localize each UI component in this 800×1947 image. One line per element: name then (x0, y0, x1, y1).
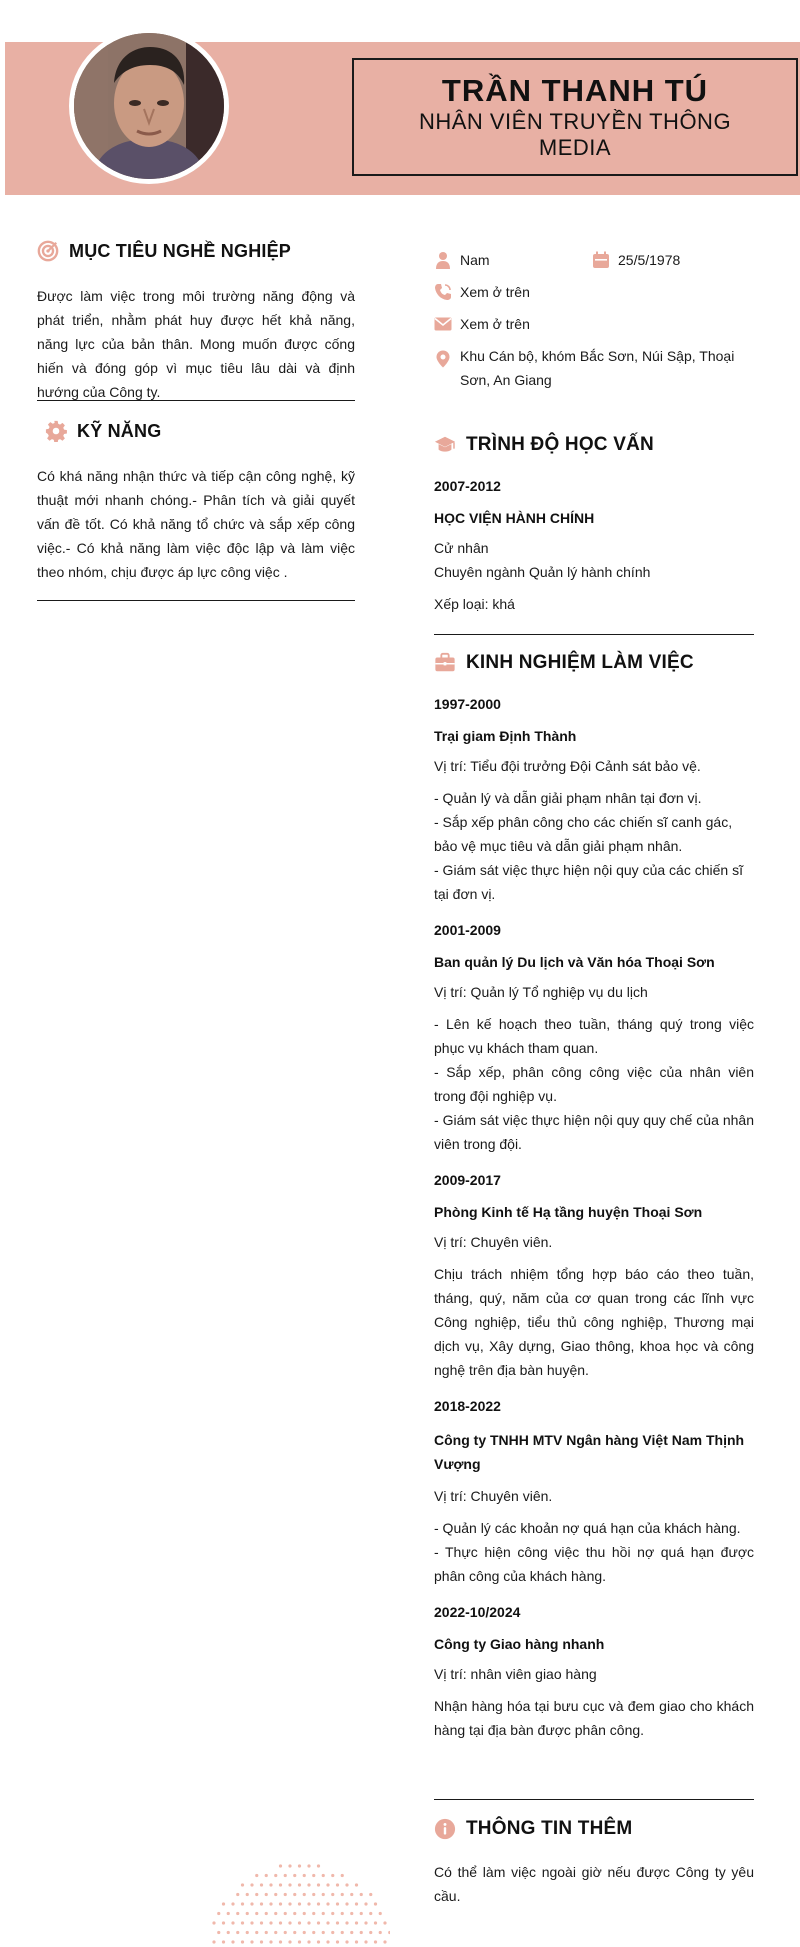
decorative-dot (284, 1893, 287, 1896)
decorative-dot (336, 1883, 339, 1886)
job-description: - Lên kế hoạch theo tuần, tháng quý trong việc phục vụ khách tham quan. - Sắp xếp, phân công công việc của nhân viên trong đội nghiệp vụ. - Giám sát việc thực hiện nội quy quy chế của nhân viên trong đội. (434, 1016, 754, 1152)
decorative-dot (298, 1864, 301, 1867)
decorative-dot (212, 1940, 215, 1943)
decorative-dot (212, 1921, 215, 1924)
decorative-dot (284, 1931, 287, 1934)
education-grade: Xếp loại: khá (434, 596, 515, 612)
decorative-dot (312, 1893, 315, 1896)
decorative-dot (369, 1912, 372, 1915)
decorative-dot (350, 1912, 353, 1915)
decorative-dot (222, 1921, 225, 1924)
decorative-dot (350, 1893, 353, 1896)
decorative-dot (326, 1921, 329, 1924)
decorative-dot (364, 1921, 367, 1924)
decorative-dot (217, 1931, 220, 1934)
decorative-dot (279, 1940, 282, 1943)
decorative-dot (288, 1940, 291, 1943)
job-company: Ban quản lý Du lịch và Văn hóa Thoại Sơn (434, 954, 715, 970)
decorative-dot (236, 1912, 239, 1915)
decorative-dot (326, 1883, 329, 1886)
decorative-dot (307, 1883, 310, 1886)
decorative-dot (274, 1931, 277, 1934)
decorative-dot (250, 1883, 253, 1886)
decorative-dot (265, 1893, 268, 1896)
skills-text: Có khá năng nhận thức và tiếp cận công nghệ, kỹ thuật mới nhanh chóng.- Phân tích và giải quyết vấn đề tốt. Có khả năng tổ chức và sắp xếp công việc.- Có khả năng làm việc độc lập và làm việc theo nhóm, chịu được áp lực công việc . (37, 468, 355, 580)
skills-header (37, 416, 355, 446)
decorative-dot (341, 1912, 344, 1915)
decorative-dot (303, 1874, 306, 1877)
decorative-dot (374, 1921, 377, 1924)
decorative-dot (341, 1931, 344, 1934)
job-position: Vị trí: nhân viên giao hàng (434, 1666, 597, 1682)
graduation-cap-icon (434, 434, 456, 456)
decorative-dot (303, 1912, 306, 1915)
decorative-dot (222, 1940, 225, 1943)
decorative-dot (217, 1912, 220, 1915)
decorative-dot (331, 1931, 334, 1934)
job-period: 2009-2017 (434, 1172, 501, 1188)
decorative-dot (383, 1940, 386, 1943)
job-description: Chịu trách nhiệm tổng hợp báo cáo theo tuần, tháng, quý, năm của cơ quan trong các lĩnh vực Công nghiệp, tiểu thủ công nghiệp, Thương mại dịch vụ, Xây dựng, Giao thông, khoa học và công nghệ trên địa bàn huyện. (434, 1266, 754, 1378)
decorative-dot (231, 1940, 234, 1943)
decorative-dot (307, 1940, 310, 1943)
job-period: 2018-2022 (434, 1398, 501, 1414)
skills-heading: KỸ NĂNG (77, 420, 162, 441)
decorative-dot (241, 1921, 244, 1924)
decorative-dot (269, 1902, 272, 1905)
decorative-dot (364, 1902, 367, 1905)
decorative-dot (307, 1902, 310, 1905)
decorative-dot (250, 1940, 253, 1943)
job-period: 2022-10/2024 (434, 1604, 521, 1620)
decorative-dot (388, 1931, 390, 1934)
email-value: Xem ở trên (460, 316, 530, 332)
decorative-dot (255, 1931, 258, 1934)
job-entry (434, 1602, 754, 1742)
decorative-dot (298, 1921, 301, 1924)
decorative-dot (241, 1902, 244, 1905)
decorative-dot (369, 1931, 372, 1934)
decorative-dot (383, 1921, 386, 1924)
decorative-dot (250, 1921, 253, 1924)
location-pin-icon (434, 350, 452, 368)
decorative-dot (355, 1921, 358, 1924)
decorative-dot (307, 1864, 310, 1867)
decorative-dot (269, 1921, 272, 1924)
skills-section (37, 416, 355, 584)
info-icon (434, 1818, 456, 1840)
decorative-dot (350, 1931, 353, 1934)
divider (434, 634, 754, 635)
birthday-row (592, 248, 680, 272)
decorative-dot (241, 1940, 244, 1943)
job-company: Công ty Giao hàng nhanh (434, 1636, 605, 1652)
decorative-dot (336, 1921, 339, 1924)
decorative-dot (279, 1883, 282, 1886)
decorative-dot (269, 1940, 272, 1943)
gender-value: Nam (460, 252, 490, 268)
decorative-dot (355, 1883, 358, 1886)
decorative-dot (331, 1893, 334, 1896)
decorative-dot (279, 1864, 282, 1867)
job-description: Nhận hàng hóa tại bưu cục và đem giao cho khách hàng tại địa bàn được phân công. (434, 1698, 754, 1738)
decorative-dot (293, 1931, 296, 1934)
decorative-dot (360, 1912, 363, 1915)
decorative-dot (336, 1940, 339, 1943)
decorative-dot (355, 1940, 358, 1943)
decorative-dot (255, 1874, 258, 1877)
education-degree: Cử nhân (434, 540, 489, 556)
decorative-dot (360, 1893, 363, 1896)
additional-text: Có thể làm việc ngoài giờ nếu được Công ty yêu cầu. (434, 1864, 754, 1904)
decorative-dot (260, 1940, 263, 1943)
decorative-dot (326, 1902, 329, 1905)
experience-section (434, 648, 754, 1742)
decorative-dot (274, 1874, 277, 1877)
decorative-dot (317, 1864, 320, 1867)
avatar (69, 28, 229, 184)
decorative-dot (284, 1874, 287, 1877)
job-entry (434, 694, 754, 906)
decorative-dot (312, 1931, 315, 1934)
decorative-dot (227, 1931, 230, 1934)
decorative-dot (322, 1893, 325, 1896)
phone-row (434, 280, 754, 304)
decorative-dot (331, 1912, 334, 1915)
decorative-dot (298, 1940, 301, 1943)
decorative-dot (246, 1912, 249, 1915)
divider (434, 1799, 754, 1800)
decorative-dot (260, 1902, 263, 1905)
education-heading: TRÌNH ĐỘ HỌC VẤN (466, 434, 654, 455)
address-row (434, 344, 754, 392)
additional-heading: THÔNG TIN THÊM (466, 1818, 633, 1839)
objective-section (37, 236, 355, 404)
decorative-dot (379, 1931, 382, 1934)
decorative-dot (236, 1931, 239, 1934)
job-entry (434, 1396, 754, 1588)
job-company: Phòng Kinh tế Hạ tầng huyện Thoại Sơn (434, 1204, 703, 1220)
decorative-dot (364, 1940, 367, 1943)
education-header (434, 430, 754, 460)
decorative-dot (345, 1921, 348, 1924)
decorative-dot (341, 1874, 344, 1877)
education-major: Chuyên ngành Quản lý hành chính (434, 564, 651, 580)
additional-header (434, 1814, 754, 1844)
objective-text: Được làm việc trong môi trường năng động và phát triển, nhằm phát huy được hết khả năng, năng lực của bản thân. Mong muốn được cống hiến và đóng góp vì mục tiêu lâu dài và định hướng của Công ty. (37, 288, 355, 400)
objective-heading: MỤC TIÊU NGHỀ NGHIỆP (69, 240, 292, 261)
decorative-dot (274, 1912, 277, 1915)
education-school: HỌC VIỆN HÀNH CHÍNH (434, 510, 595, 526)
decorative-dot-pattern (210, 1862, 390, 1947)
experience-header (434, 648, 754, 678)
address-value: Khu Cán bộ, khóm Bắc Sơn, Núi Sập, Thoại Sơn, An Giang (460, 348, 735, 388)
gender-row (434, 248, 592, 272)
decorative-dot (260, 1883, 263, 1886)
experience-heading: KINH NGHIỆM LÀM VIỆC (466, 652, 694, 673)
decorative-dot (265, 1874, 268, 1877)
decorative-dot (345, 1940, 348, 1943)
envelope-icon (434, 315, 452, 333)
job-company: Công ty TNHH MTV Ngân hàng Việt Nam Thịnh Vượng (434, 1432, 745, 1472)
decorative-dot (303, 1931, 306, 1934)
job-position: Vị trí: Chuyên viên. (434, 1234, 553, 1250)
decorative-dot (336, 1902, 339, 1905)
decorative-dot (269, 1883, 272, 1886)
decorative-dot (265, 1912, 268, 1915)
decorative-dot (231, 1921, 234, 1924)
decorative-dot (317, 1940, 320, 1943)
decorative-dot (307, 1921, 310, 1924)
decorative-dot (345, 1902, 348, 1905)
decorative-dot (317, 1883, 320, 1886)
decorative-dot (293, 1893, 296, 1896)
decorative-dot (312, 1912, 315, 1915)
decorative-dot (246, 1931, 249, 1934)
decorative-dot (246, 1893, 249, 1896)
additional-section (434, 1814, 754, 1908)
decorative-dot (360, 1931, 363, 1934)
decorative-dot (298, 1883, 301, 1886)
decorative-dot (326, 1940, 329, 1943)
decorative-dot (293, 1912, 296, 1915)
decorative-dot (298, 1902, 301, 1905)
decorative-dot (222, 1902, 225, 1905)
decorative-dot (227, 1912, 230, 1915)
decorative-dot (345, 1883, 348, 1886)
decorative-dot (374, 1902, 377, 1905)
decorative-dot (331, 1874, 334, 1877)
decorative-dot (288, 1864, 291, 1867)
decorative-dot (241, 1883, 244, 1886)
decorative-dot (250, 1902, 253, 1905)
objective-header (37, 236, 355, 266)
decorative-dot (312, 1874, 315, 1877)
job-entry (434, 1170, 754, 1382)
briefcase-icon (434, 652, 456, 674)
divider (37, 600, 355, 601)
decorative-dot (288, 1883, 291, 1886)
decorative-dot (322, 1931, 325, 1934)
decorative-dot (322, 1874, 325, 1877)
education-period: 2007-2012 (434, 478, 501, 494)
person-icon (434, 251, 452, 269)
decorative-dot (317, 1902, 320, 1905)
job-position: Vị trí: Quản lý Tổ nghiệp vụ du lịch (434, 984, 648, 1000)
job-description: - Quản lý các khoản nợ quá hạn của khách hàng. - Thực hiện công việc thu hồi nợ quá hạn được phân công của khách hàng. (434, 1520, 754, 1584)
phone-icon (434, 283, 452, 301)
decorative-dot (355, 1902, 358, 1905)
decorative-dot (303, 1893, 306, 1896)
birthday-value: 25/5/1978 (618, 252, 681, 268)
divider (37, 400, 355, 401)
decorative-dot (279, 1921, 282, 1924)
decorative-dot (274, 1893, 277, 1896)
job-period: 2001-2009 (434, 922, 501, 938)
decorative-dot (279, 1902, 282, 1905)
decorative-dot (260, 1921, 263, 1924)
contact-section (434, 248, 754, 392)
job-position: Vị trí: Chuyên viên. (434, 1488, 553, 1504)
avatar-photo (74, 33, 224, 179)
decorative-dot (369, 1893, 372, 1896)
target-icon (37, 240, 59, 262)
education-section (434, 430, 754, 616)
decorative-dot (231, 1902, 234, 1905)
decorative-dot (293, 1874, 296, 1877)
decorative-dot (255, 1912, 258, 1915)
job-position: Vị trí: Tiểu đội trưởng Đội Cảnh sát bảo vệ. (434, 758, 701, 774)
job-period: 1997-2000 (434, 696, 501, 712)
decorative-dot (288, 1921, 291, 1924)
decorative-dot (341, 1893, 344, 1896)
email-row (434, 312, 754, 336)
decorative-dot (236, 1893, 239, 1896)
name-box (352, 58, 798, 176)
calendar-icon (592, 251, 610, 269)
gear-icon (45, 420, 67, 442)
job-entry (434, 920, 754, 1156)
phone-value: Xem ở trên (460, 284, 530, 300)
candidate-name: TRẦN THANH TÚ (441, 73, 709, 108)
decorative-dot (322, 1912, 325, 1915)
decorative-dot (284, 1912, 287, 1915)
decorative-dot (374, 1940, 377, 1943)
job-title: NHÂN VIÊN TRUYỀN THÔNG MEDIA (418, 109, 732, 160)
job-company: Trại giam Định Thành (434, 728, 577, 744)
decorative-dot (288, 1902, 291, 1905)
job-description: - Quản lý và dẫn giải phạm nhân tại đơn vị. - Sắp xếp phân công cho các chiến sĩ canh gác, bảo vệ mục tiêu và dẫn giải phạm nhân. - Giám sát việc thực hiện nội quy của các chiến sĩ tại đơn vị. (434, 790, 743, 902)
decorative-dot (255, 1893, 258, 1896)
decorative-dot (379, 1912, 382, 1915)
decorative-dot (317, 1921, 320, 1924)
decorative-dot (265, 1931, 268, 1934)
